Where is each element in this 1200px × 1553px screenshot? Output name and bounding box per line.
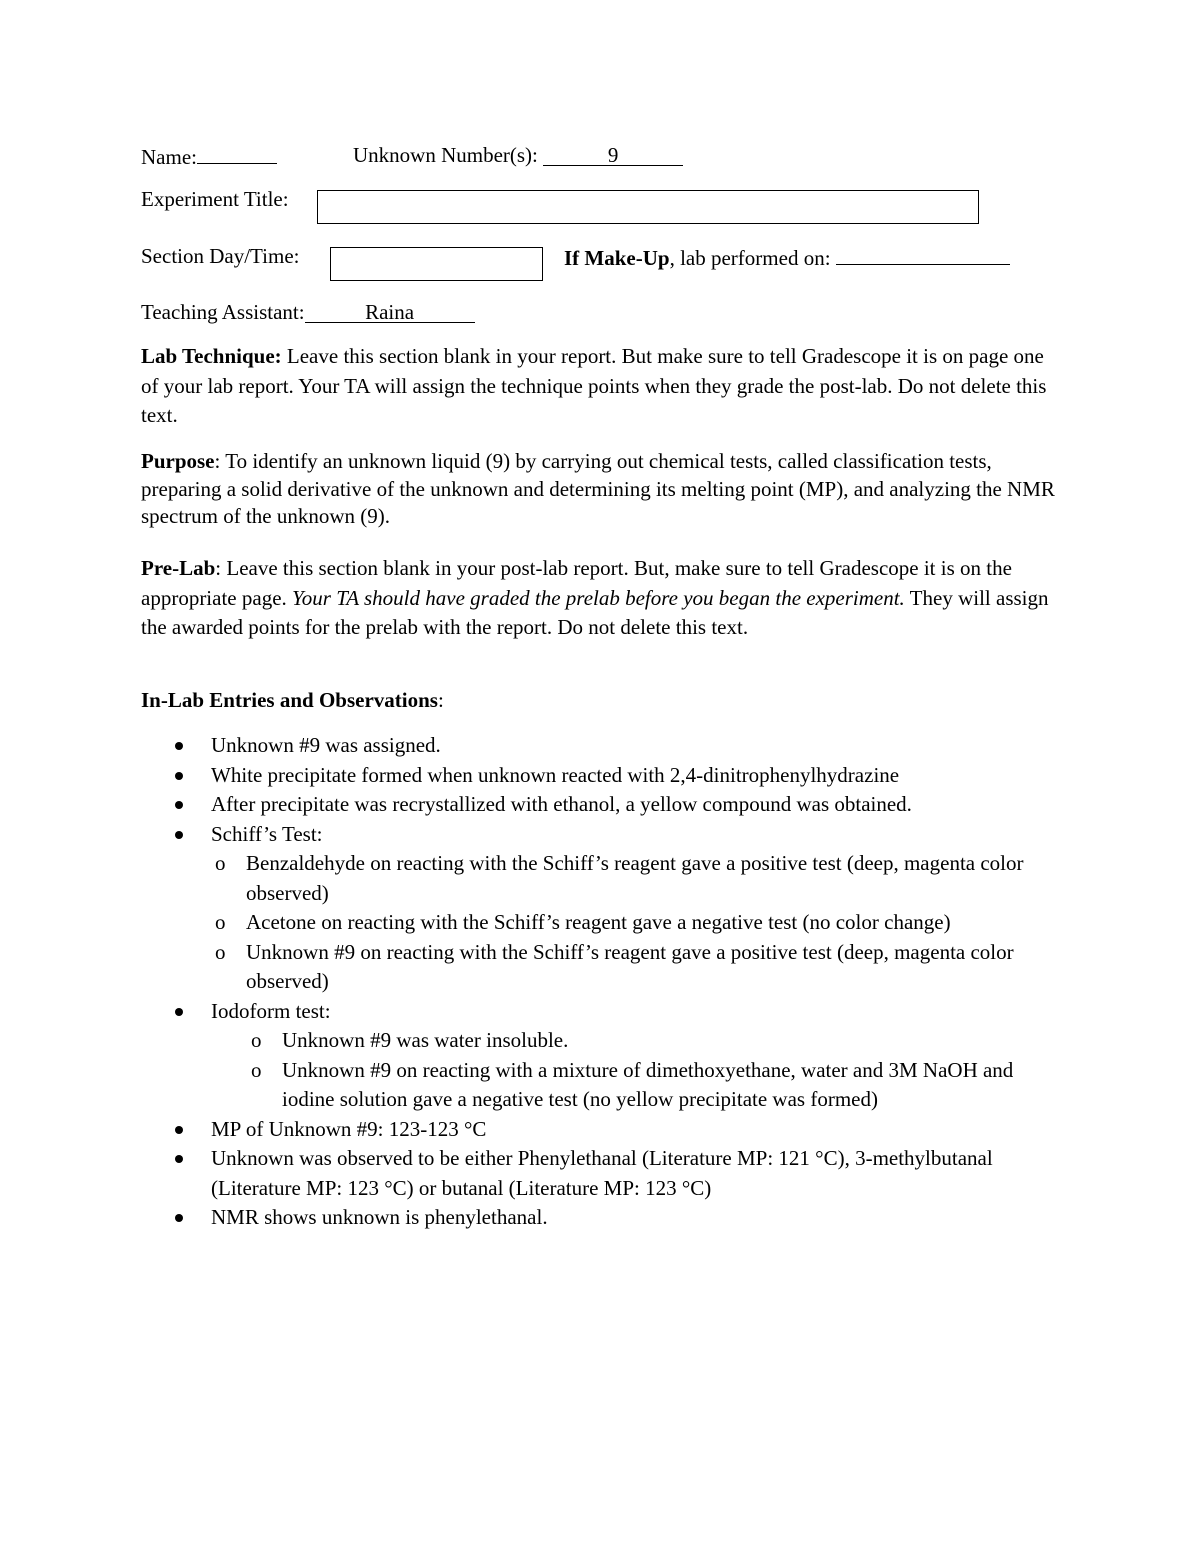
prelab-text-before: : Leave this section blank in your post-lab report. But, make sure to tell Gradescope it is on the appropriate page. [141, 556, 1012, 610]
list-item [141, 1203, 1071, 1233]
list-item-text: MP of Unknown #9: 123-123 °C [211, 1116, 487, 1141]
sublist-item-text: Unknown #9 was water insoluble. [282, 1028, 569, 1052]
list-item [141, 731, 1071, 761]
ta-field[interactable]: Raina [305, 302, 475, 323]
purpose-section [141, 448, 1066, 531]
name-field[interactable] [197, 143, 277, 164]
sublist-item [211, 908, 1071, 938]
makeup-label-bold: If Make-Up [564, 246, 670, 270]
list-item-text: White precipitate formed when unknown reacted with 2,4-dinitrophenylhydrazine [211, 762, 900, 787]
list-item [141, 1144, 1071, 1203]
sublist-item-text: Unknown #9 on reacting with a mixture of dimethoxyethane, water and 3M NaOH and iodine solution gave a negative test (no yellow precipitate was formed) [282, 1057, 1014, 1111]
purpose-heading: Purpose [141, 449, 215, 473]
sublist-item-text: Unknown #9 on reacting with the Schiff’s reagent gave a positive test (deep, magenta color observed) [246, 939, 1014, 993]
iodoform-sublist [211, 1026, 1071, 1115]
prelab-heading: Pre-Lab [141, 556, 216, 580]
prelab-text-after: They will assign the awarded points for the prelab with the report. Do not delete this text. [141, 585, 1049, 639]
list-item [141, 761, 1071, 791]
list-item-text: Iodoform test: [211, 998, 331, 1023]
lab-technique-text: Leave this section blank in your report. But make sure to tell Gradescope it is on page one of your lab report. Your TA will assign the technique points when they grade the post-lab. Do not delete this text. [141, 344, 1047, 427]
experiment-title-label: Experiment Title: [141, 187, 289, 211]
name-label: Name: [141, 145, 197, 169]
list-item [141, 997, 1071, 1115]
makeup-label-rest: , lab performed on: [669, 246, 831, 270]
unknown-number-field[interactable]: 9 [543, 145, 683, 166]
list-item-text: NMR shows unknown is phenylethanal. [211, 1205, 548, 1229]
sublist-item [211, 849, 1071, 908]
sublist-item-text: Benzaldehyde on reacting with the Schiff’s reagent gave a positive test (deep, magenta color observed) [246, 851, 1024, 905]
section-label: Section Day/Time: [141, 244, 300, 268]
list-item-text: Unknown was observed to be either Phenylethanal (Literature MP: 121 °C), 3-methylbutanal (Literature MP: 123 °C) or butanal (Literature MP: 123 °C) [211, 1146, 993, 1200]
unknown-number-row [353, 143, 683, 168]
ta-label: Teaching Assistant: [141, 300, 305, 324]
list-item [141, 1115, 1071, 1145]
sublist-item-text: Acetone on reacting with the Schiff’s reagent gave a negative test (no color change) [246, 910, 951, 934]
prelab-italic-text: Your TA should have graded the prelab before you began the experiment. [292, 585, 905, 610]
lab-technique-heading: Lab Technique: [141, 344, 282, 368]
inlab-heading-row [141, 688, 444, 713]
name-row [141, 143, 277, 170]
experiment-title-field[interactable] [317, 190, 979, 224]
list-item-text: Unknown #9 was assigned. [211, 733, 441, 757]
list-item-text: After precipitate was recrystallized with ethanol, a yellow compound was obtained. [211, 792, 912, 816]
list-item [141, 820, 1071, 997]
list-item-text: Schiff’s Test: [211, 821, 323, 846]
lab-technique-section [141, 342, 1066, 431]
purpose-text: : To identify an unknown liquid (9) by carrying out chemical tests, called classification tests, preparing a solid derivative of the unknown and determining its melting point (MP), and analyzing the NMR spectrum of the unknown (9). [141, 449, 1055, 528]
sublist-item [211, 1026, 1071, 1056]
ta-row [141, 300, 475, 325]
list-item [141, 790, 1071, 820]
sublist-item [211, 1056, 1071, 1115]
makeup-row [564, 244, 1010, 271]
section-field[interactable] [330, 247, 543, 281]
unknown-number-label: Unknown Number(s): [353, 143, 538, 167]
schiff-sublist [211, 849, 1071, 997]
inlab-heading: In-Lab Entries and Observations [141, 688, 438, 712]
sublist-item [211, 938, 1071, 997]
makeup-date-field[interactable] [836, 244, 1010, 265]
prelab-section [141, 554, 1071, 643]
inlab-heading-colon: : [437, 688, 444, 712]
observations-list [141, 731, 1071, 1233]
